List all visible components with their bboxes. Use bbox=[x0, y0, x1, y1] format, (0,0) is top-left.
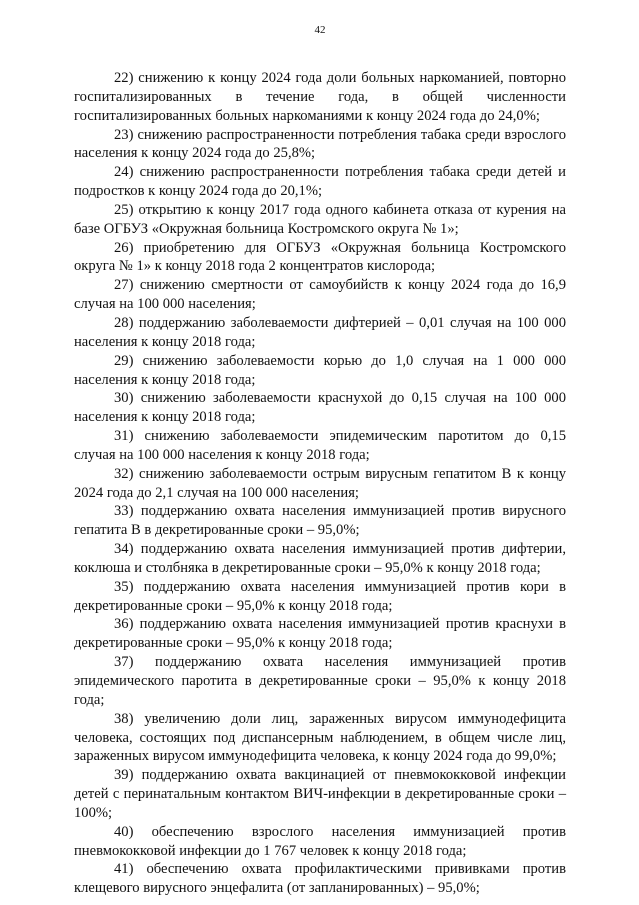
list-item: 24) снижению распространенности потребления табака среди детей и подростков к концу 2024 года до 20,1%; bbox=[74, 164, 566, 200]
list-item: 30) снижению заболеваемости краснухой до 0,15 случая на 100 000 населения к концу 2018 года; bbox=[74, 390, 566, 426]
list-item: 40) обеспечению взрослого населения иммунизацией против пневмококковой инфекции до 1 767 человек к концу 2018 года; bbox=[74, 823, 566, 859]
list-item: 41) обеспечению охвата профилактическими прививками против клещевого вирусного энцефалита (от запланированных) – 95,0%; bbox=[74, 861, 566, 897]
list-item: 38) увеличению доли лиц, зараженных вирусом иммунодефицита человека, состоящих под диспансерным наблюдением, в общем числе лиц, зараженных вирусом иммунодефицита человека, к концу 2024 года до 99,0%; bbox=[74, 710, 566, 765]
list-item: 34) поддержанию охвата населения иммунизацией против дифтерии, коклюша и столбняка в декретированные сроки – 95,0% к концу 2018 года; bbox=[74, 541, 566, 576]
list-item: 27) снижению смертности от самоубийств к концу 2024 года до 16,9 случая на 100 000 населения; bbox=[74, 277, 566, 313]
list-item: 22) снижению к концу 2024 года доли больных наркоманией, повторно госпитализированных в течение года, в общей численности госпитализированных больных наркоманиями к концу 2024 года до 24,0%; bbox=[74, 70, 566, 124]
list-item: 32) снижению заболеваемости острым вирусным гепатитом В к концу 2024 года до 2,1 случая на 100 000 населения; bbox=[74, 465, 566, 501]
list-item: 37) поддержанию охвата населения иммунизацией против эпидемического паротита в декретированные сроки – 95,0% к концу 2018 года; bbox=[74, 654, 566, 708]
list-item: 39) поддержанию охвата вакцинацией от пневмококковой инфекции детей с перинатальным контактом ВИЧ-инфекции в декретированные сроки – 100%; bbox=[74, 767, 566, 821]
item-list bbox=[74, 69, 566, 898]
list-item: 33) поддержанию охвата населения иммунизацией против вирусного гепатита В в декретированные сроки – 95,0%; bbox=[74, 503, 566, 539]
list-item: 28) поддержанию заболеваемости дифтерией – 0,01 случая на 100 000 населения к концу 2018 года; bbox=[74, 314, 566, 350]
list-item: 29) снижению заболеваемости корью до 1,0 случая на 1 000 000 населения к концу 2018 года; bbox=[74, 352, 566, 388]
list-item: 26) приобретению для ОГБУЗ «Окружная больница Костромского округа № 1» к концу 2018 года 2 концентратов кислорода; bbox=[74, 239, 566, 275]
list-item: 23) снижению распространенности потребления табака среди взрослого населения к концу 2024 года до 25,8%; bbox=[74, 126, 566, 162]
list-item: 36) поддержанию охвата населения иммунизацией против краснухи в декретированные сроки – 95,0% к концу 2018 года; bbox=[74, 616, 566, 652]
list-item: 31) снижению заболеваемости эпидемическим паротитом до 0,15 случая на 100 000 населения к концу 2018 года; bbox=[74, 428, 566, 463]
page-number: 42 bbox=[314, 24, 326, 36]
list-item: 35) поддержанию охвата населения иммунизацией против кори в декретированные сроки – 95,0% к концу 2018 года; bbox=[74, 578, 566, 614]
list-item: 25) открытию к концу 2017 года одного кабинета отказа от курения на базе ОГБУЗ «Окружная больница Костромского округа № 1»; bbox=[74, 201, 566, 237]
